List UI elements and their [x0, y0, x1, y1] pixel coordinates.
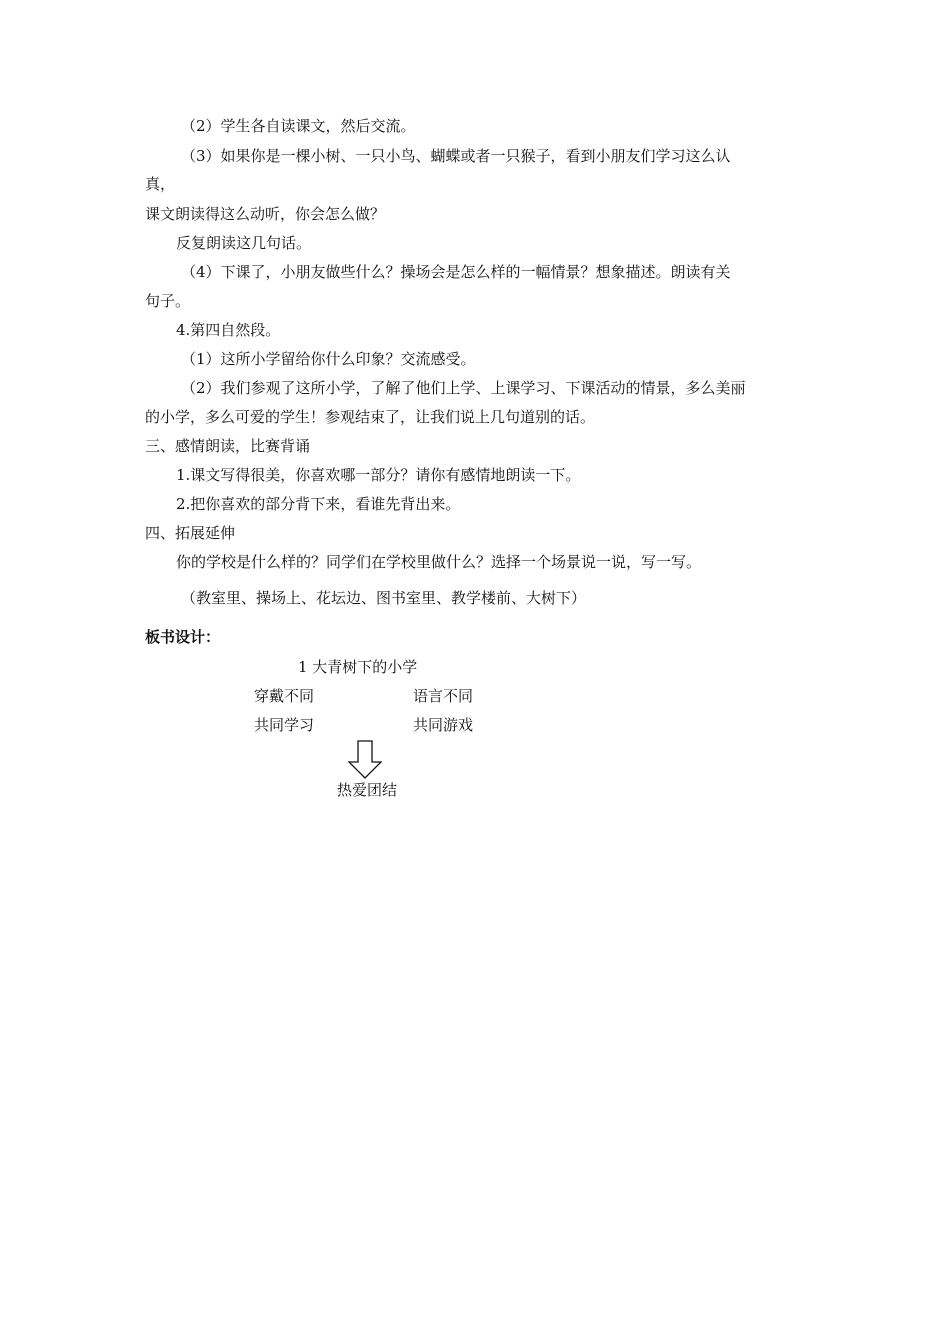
board-item: 共同学习 [254, 716, 315, 734]
board-item: 语言不同 [413, 687, 474, 705]
text-line: 反复朗读这几句话。 [176, 234, 312, 252]
text-line: 1.课文写得很美，你喜欢哪一部分？请你有感情地朗读一下。 [176, 466, 581, 484]
board-item: 穿戴不同 [254, 687, 315, 705]
section-heading: 三、感情朗读，比赛背诵 [145, 437, 311, 455]
text-line: （3）如果你是一棵小树、一只小鸟、蝴蝶或者一只猴子，看到小朋友们学习这么认 [181, 147, 731, 165]
text-line: （教室里、操场上、花坛边、图书室里、教学楼前、大树下） [181, 589, 587, 607]
down-arrow-icon [348, 740, 382, 780]
text-line: （1）这所小学留给你什么印象？交流感受。 [181, 350, 476, 368]
text-line: （4）下课了，小朋友做些什么？操场会是怎么样的一幅情景？想象描述。朗读有关 [181, 263, 731, 281]
text-line: （2）我们参观了这所小学，了解了他们上学、上课学习、下课活动的情景，多么美丽 [181, 379, 746, 397]
text-line: 的小学，多么可爱的学生！参观结束了，让我们说上几句道别的话。 [145, 408, 596, 426]
section-heading: 四、拓展延伸 [145, 524, 236, 542]
text-line: 2.把你喜欢的部分背下来，看谁先背出来。 [176, 495, 461, 513]
text-line: 句子。 [145, 292, 191, 310]
board-conclusion: 热爱团结 [337, 781, 398, 799]
text-line: 课文朗读得这么动听，你会怎么做？ [145, 205, 386, 223]
text-line: （2）学生各自读课文，然后交流。 [181, 117, 416, 135]
text-line: 真， [145, 175, 176, 193]
text-line: 你的学校是什么样的？同学们在学校里做什么？选择一个场景说一说，写一写。 [176, 553, 702, 571]
text-line: 4.第四自然段。 [176, 321, 281, 339]
board-item: 共同游戏 [413, 716, 474, 734]
board-design-heading: 板书设计： [145, 628, 221, 646]
board-title: 1 大青树下的小学 [298, 658, 418, 676]
